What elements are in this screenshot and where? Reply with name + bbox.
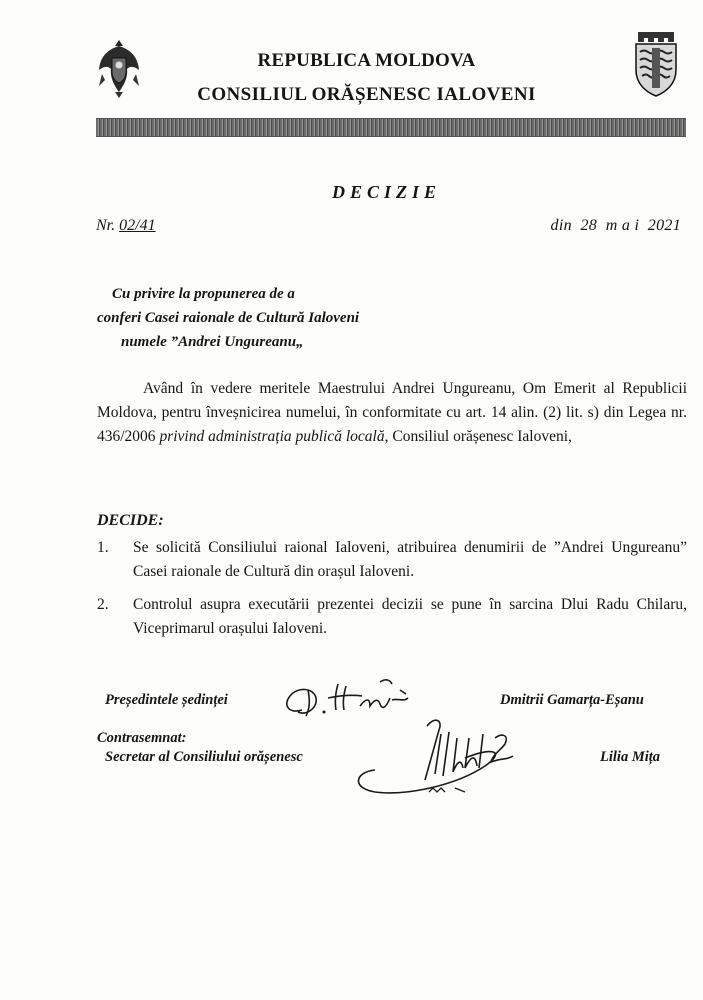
decision-date: din 28 m a i 2021 <box>550 217 681 234</box>
subject-line-2: conferi Casei raionale de Cultură Ialoveni <box>97 310 360 326</box>
secretary-title: Secretar al Consiliului orășenesc <box>105 749 303 765</box>
council-title: CONSILIUL ORĂȘENESC IALOVENI <box>197 84 536 105</box>
number-prefix: Nr. <box>96 217 116 234</box>
decision-item-2 <box>97 593 687 641</box>
chair-title: Președintele ședinței <box>105 692 228 708</box>
item-number: 2. <box>97 596 109 613</box>
preamble-law-title: privind administrația publică locală <box>159 428 385 445</box>
countersigned-label: Contrasemnat: <box>97 730 187 746</box>
preamble-text-1: Având în vedere meritele Maestrului Andrei Ungureanu, Om Emerit al Republicii Moldova, pentru înveșnicirea numelui, în conformitate cu art. 14 alin. (2) lit. s) din Legea nr. 436/2006 <box>97 380 687 445</box>
item-number: 1. <box>97 539 109 556</box>
decision-item-1 <box>97 536 687 584</box>
number-value: 02/41 <box>119 217 156 234</box>
chair-name: Dmitrii Gamarța-Eșanu <box>500 692 644 708</box>
subject-line-1: Cu privire la propunerea de a <box>112 286 295 302</box>
header-divider <box>96 118 686 137</box>
country-title: REPUBLICA MOLDOVA <box>257 50 476 71</box>
decision-number <box>96 217 156 235</box>
preamble-text-2: , Consiliul orășenesc Ialoveni, <box>384 428 572 445</box>
secretary-signature <box>345 708 555 808</box>
secretary-name: Lilia Mița <box>600 749 661 765</box>
item-text: Controlul asupra executării prezentei decizii se pune în sarcina Dlui Radu Chilaru, Viceprimarul orașului Ialoveni. <box>133 596 687 637</box>
subject-line-3: numele ”Andrei Ungureanu„ <box>121 334 304 350</box>
item-text: Se solicită Consiliului raional Ialoveni, atribuirea denumirii de ”Andrei Ungureanu” Casei raionale de Cultură din orașul Ialoveni. <box>133 539 687 580</box>
decide-heading: DECIDE: <box>97 512 164 529</box>
preamble-paragraph <box>97 377 687 449</box>
document-type: DECIZIE <box>331 182 442 202</box>
